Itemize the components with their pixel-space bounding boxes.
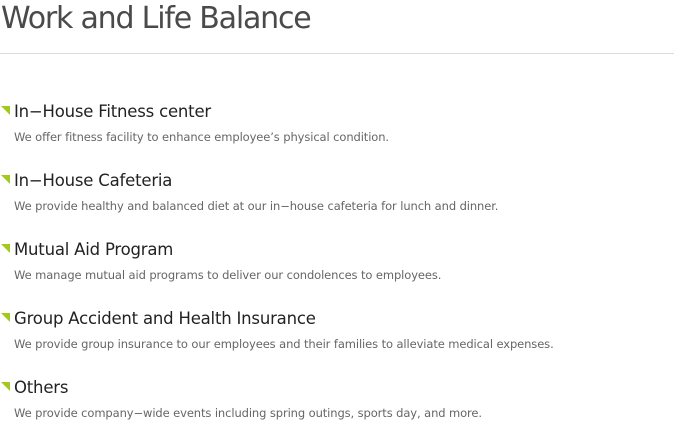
benefit-item-insurance — [0, 308, 674, 377]
benefit-title: Group Accident and Health Insurance — [14, 309, 316, 328]
benefit-title: In−House Fitness center — [14, 102, 211, 121]
benefit-description: We offer fitness facility to enhance employee’s physical condition. — [14, 130, 389, 144]
benefit-item-fitness — [0, 101, 674, 170]
benefit-title: In−House Cafeteria — [14, 171, 173, 190]
benefit-description: We provide group insurance to our employees and their families to alleviate medical expenses. — [14, 337, 554, 351]
bullet-marker-icon — [1, 244, 10, 253]
benefit-description: We manage mutual aid programs to deliver our condolences to employees. — [14, 268, 442, 282]
bullet-marker-icon — [1, 175, 10, 184]
title-divider — [0, 53, 674, 54]
benefit-item-cafeteria — [0, 170, 674, 239]
bullet-marker-icon — [1, 382, 10, 391]
bullet-marker-icon — [1, 313, 10, 322]
benefit-item-mutual-aid — [0, 239, 674, 308]
benefit-list — [0, 101, 674, 446]
benefit-item-others — [0, 377, 674, 446]
benefit-title: Others — [14, 378, 69, 397]
benefit-description: We provide company−wide events including spring outings, sports day, and more. — [14, 406, 482, 420]
page-title: Work and Life Balance — [1, 1, 311, 36]
benefit-description: We provide healthy and balanced diet at our in−house cafeteria for lunch and dinner. — [14, 199, 499, 213]
benefit-title: Mutual Aid Program — [14, 240, 174, 259]
bullet-marker-icon — [1, 106, 10, 115]
